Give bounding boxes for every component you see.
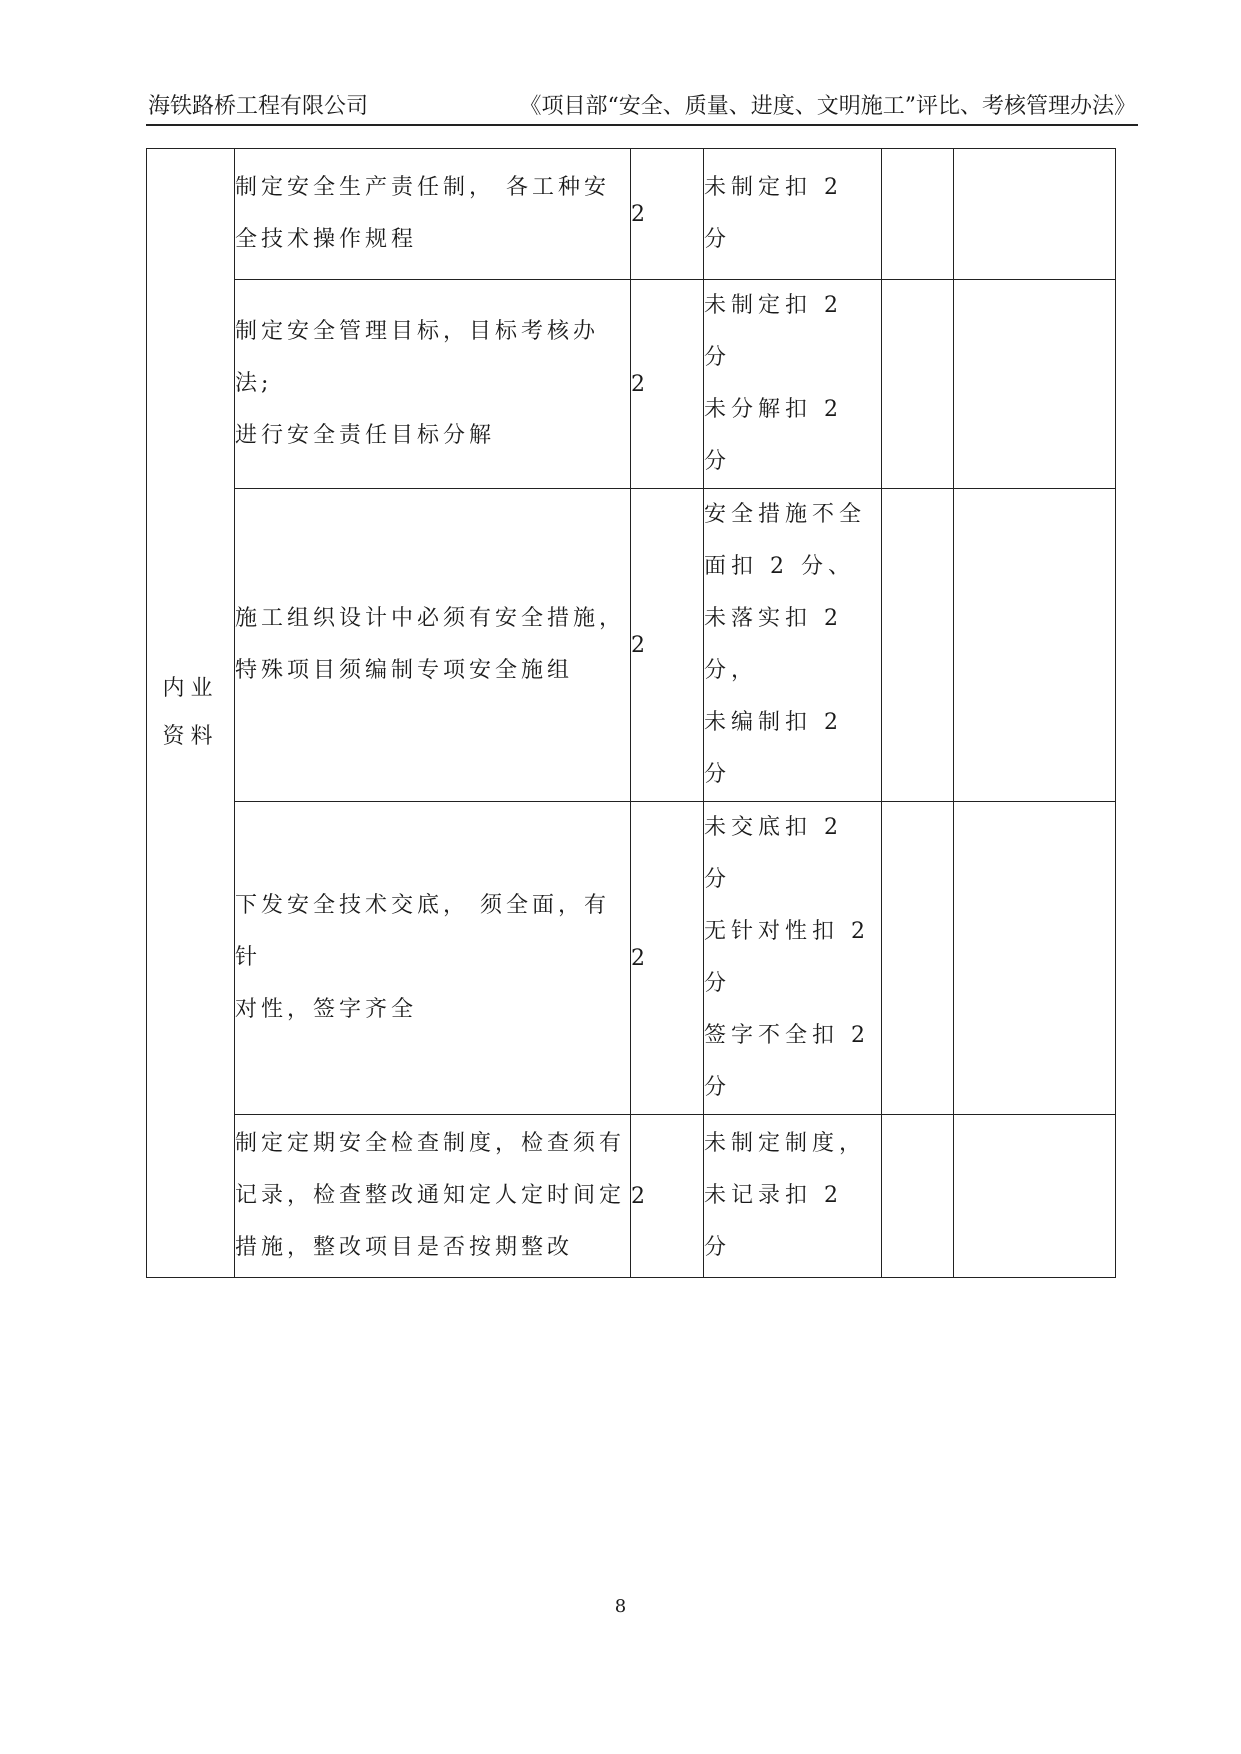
blank-score-cell — [882, 280, 954, 489]
item-cell — [235, 802, 631, 1115]
category-line: 内业 — [162, 676, 219, 701]
page-header — [148, 92, 1136, 122]
score-cell: 2 — [631, 489, 704, 802]
blank-score-cell — [882, 489, 954, 802]
assessment-table — [146, 148, 1116, 1278]
category-line: 资料 — [162, 724, 219, 749]
blank-score-cell — [882, 149, 954, 280]
item-line: 制定安全生产责任制， 各工种安 — [235, 175, 610, 200]
deduction-line: 未分解扣 2 分 — [704, 397, 843, 474]
deduction-cell — [704, 489, 882, 802]
item-cell — [235, 149, 631, 280]
table-row — [147, 280, 1116, 489]
item-line: 特殊项目须编制专项安全施组 — [235, 658, 574, 683]
item-line: 施工组织设计中必须有安全措施， — [235, 606, 626, 631]
deduction-line: 未制定制度， — [704, 1131, 867, 1156]
table-row — [147, 802, 1116, 1115]
item-line: 制定安全管理目标，目标考核办法; — [235, 319, 600, 396]
deduction-line: 分 — [704, 971, 732, 996]
deduction-line: 签字不全扣 2 — [704, 1023, 870, 1048]
item-cell — [235, 280, 631, 489]
company-name: 海铁路桥工程有限公司 — [148, 94, 369, 119]
deduction-line: 无针对性扣 2 — [704, 919, 870, 944]
deduction-cell — [704, 149, 882, 280]
item-line: 全技术操作规程 — [235, 227, 418, 252]
blank-remark-cell — [954, 280, 1116, 489]
table-row — [147, 489, 1116, 802]
table-row — [147, 149, 1116, 280]
page-number: 8 — [614, 1596, 627, 1617]
item-line: 制定定期安全检查制度，检查须有 — [235, 1131, 626, 1156]
item-line: 记录，检查整改通知定人定时间定 — [235, 1183, 626, 1208]
blank-score-cell — [882, 802, 954, 1115]
deduction-line: 分 — [704, 1075, 732, 1100]
item-line: 措施，整改项目是否按期整改 — [235, 1235, 574, 1260]
category-cell — [147, 149, 235, 1278]
blank-score-cell — [882, 1115, 954, 1278]
blank-remark-cell — [954, 1115, 1116, 1278]
score-cell: 2 — [631, 280, 704, 489]
blank-remark-cell — [954, 802, 1116, 1115]
deduction-line: 安全措施不全 — [704, 502, 867, 527]
deduction-line: 未编制扣 2 分 — [704, 710, 843, 787]
item-line: 下发安全技术交底， 须全面，有针 — [235, 893, 610, 970]
blank-remark-cell — [954, 149, 1116, 280]
deduction-line: 未交底扣 2 分 — [704, 815, 843, 892]
deduction-line: 未制定扣 2 分 — [704, 175, 843, 252]
deduction-line: 未记录扣 2 分 — [704, 1183, 843, 1260]
deduction-line: 未制定扣 2 分 — [704, 293, 843, 370]
score-cell: 2 — [631, 149, 704, 280]
item-cell — [235, 1115, 631, 1278]
table-row — [147, 1115, 1116, 1278]
item-line: 对性，签字齐全 — [235, 997, 418, 1022]
header-divider — [146, 124, 1138, 126]
item-cell — [235, 489, 631, 802]
document-title: 《项目部“安全、质量、进度、文明施工”评比、考核管理办法》 — [519, 94, 1136, 119]
score-cell: 2 — [631, 1115, 704, 1278]
score-cell: 2 — [631, 802, 704, 1115]
item-line: 进行安全责任目标分解 — [235, 423, 496, 448]
deduction-cell — [704, 802, 882, 1115]
blank-remark-cell — [954, 489, 1116, 802]
deduction-cell — [704, 1115, 882, 1278]
deduction-cell — [704, 280, 882, 489]
deduction-line: 面扣 2 分、 — [704, 554, 855, 579]
deduction-line: 未落实扣 2 分， — [704, 606, 843, 683]
